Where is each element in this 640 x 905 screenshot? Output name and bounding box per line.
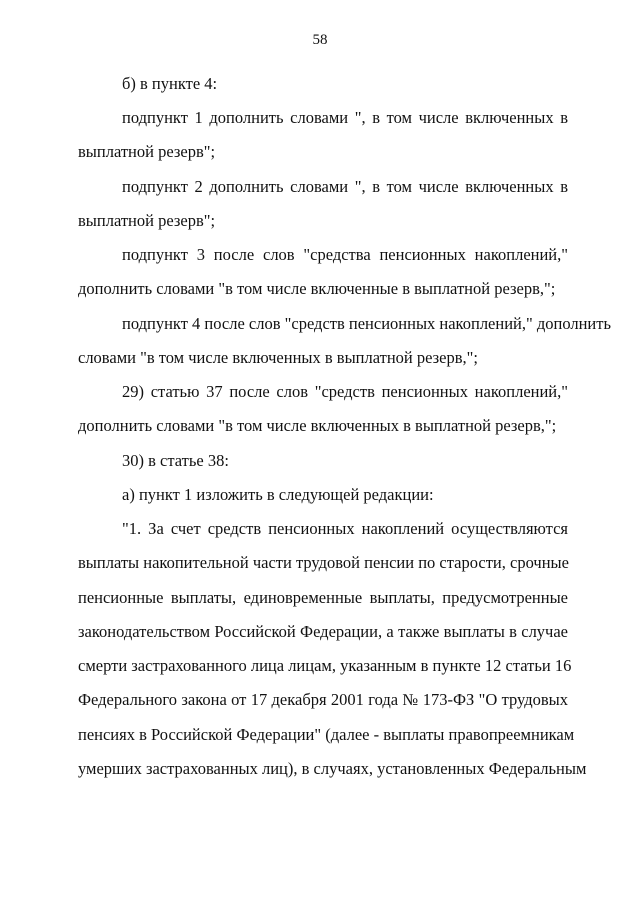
text-line-10: 29) статью 37 после слов "средств пенсионных накоплений," — [122, 382, 568, 401]
text-line-5: выплатной резерв"; — [78, 211, 216, 230]
text-line-17: законодательством Российской Федерации, а также выплаты в случае — [78, 622, 568, 641]
text-line-16: пенсионные выплаты, единовременные выплаты, предусмотренные — [78, 588, 568, 607]
text-line-8: подпункт 4 после слов "средств пенсионных накоплений," дополнить — [122, 314, 611, 333]
text-line-15: выплаты накопительной части трудовой пенсии по старости, срочные — [78, 553, 569, 572]
text-line-7: дополнить словами "в том числе включенные в выплатной резерв,"; — [78, 279, 556, 298]
text-line-2: подпункт 1 дополнить словами ", в том числе включенных в — [122, 108, 568, 127]
text-line-1: б) в пункте 4: — [122, 74, 218, 93]
text-line-18: смерти застрахованного лица лицам, указанным в пункте 12 статьи 16 — [78, 656, 572, 675]
text-line-21: умерших застрахованных лиц), в случаях, установленных Федеральным — [78, 759, 587, 778]
text-line-11: дополнить словами "в том числе включенных в выплатной резерв,"; — [78, 416, 557, 435]
text-line-4: подпункт 2 дополнить словами ", в том числе включенных в — [122, 177, 568, 196]
text-line-14: "1. За счет средств пенсионных накоплений осуществляются — [122, 519, 568, 538]
text-line-20: пенсиях в Российской Федерации" (далее - выплаты правопреемникам — [78, 725, 575, 744]
text-line-3: выплатной резерв"; — [78, 142, 216, 161]
text-line-9: словами "в том числе включенных в выплатной резерв,"; — [78, 348, 478, 367]
page-number: 58 — [312, 32, 328, 48]
text-line-13: а) пункт 1 изложить в следующей редакции: — [122, 485, 434, 504]
text-line-6: подпункт 3 после слов "средства пенсионных накоплений," — [122, 245, 568, 264]
text-line-12: 30) в статье 38: — [122, 451, 229, 470]
text-line-19: Федерального закона от 17 декабря 2001 года № 173-ФЗ "О трудовых — [78, 690, 568, 709]
